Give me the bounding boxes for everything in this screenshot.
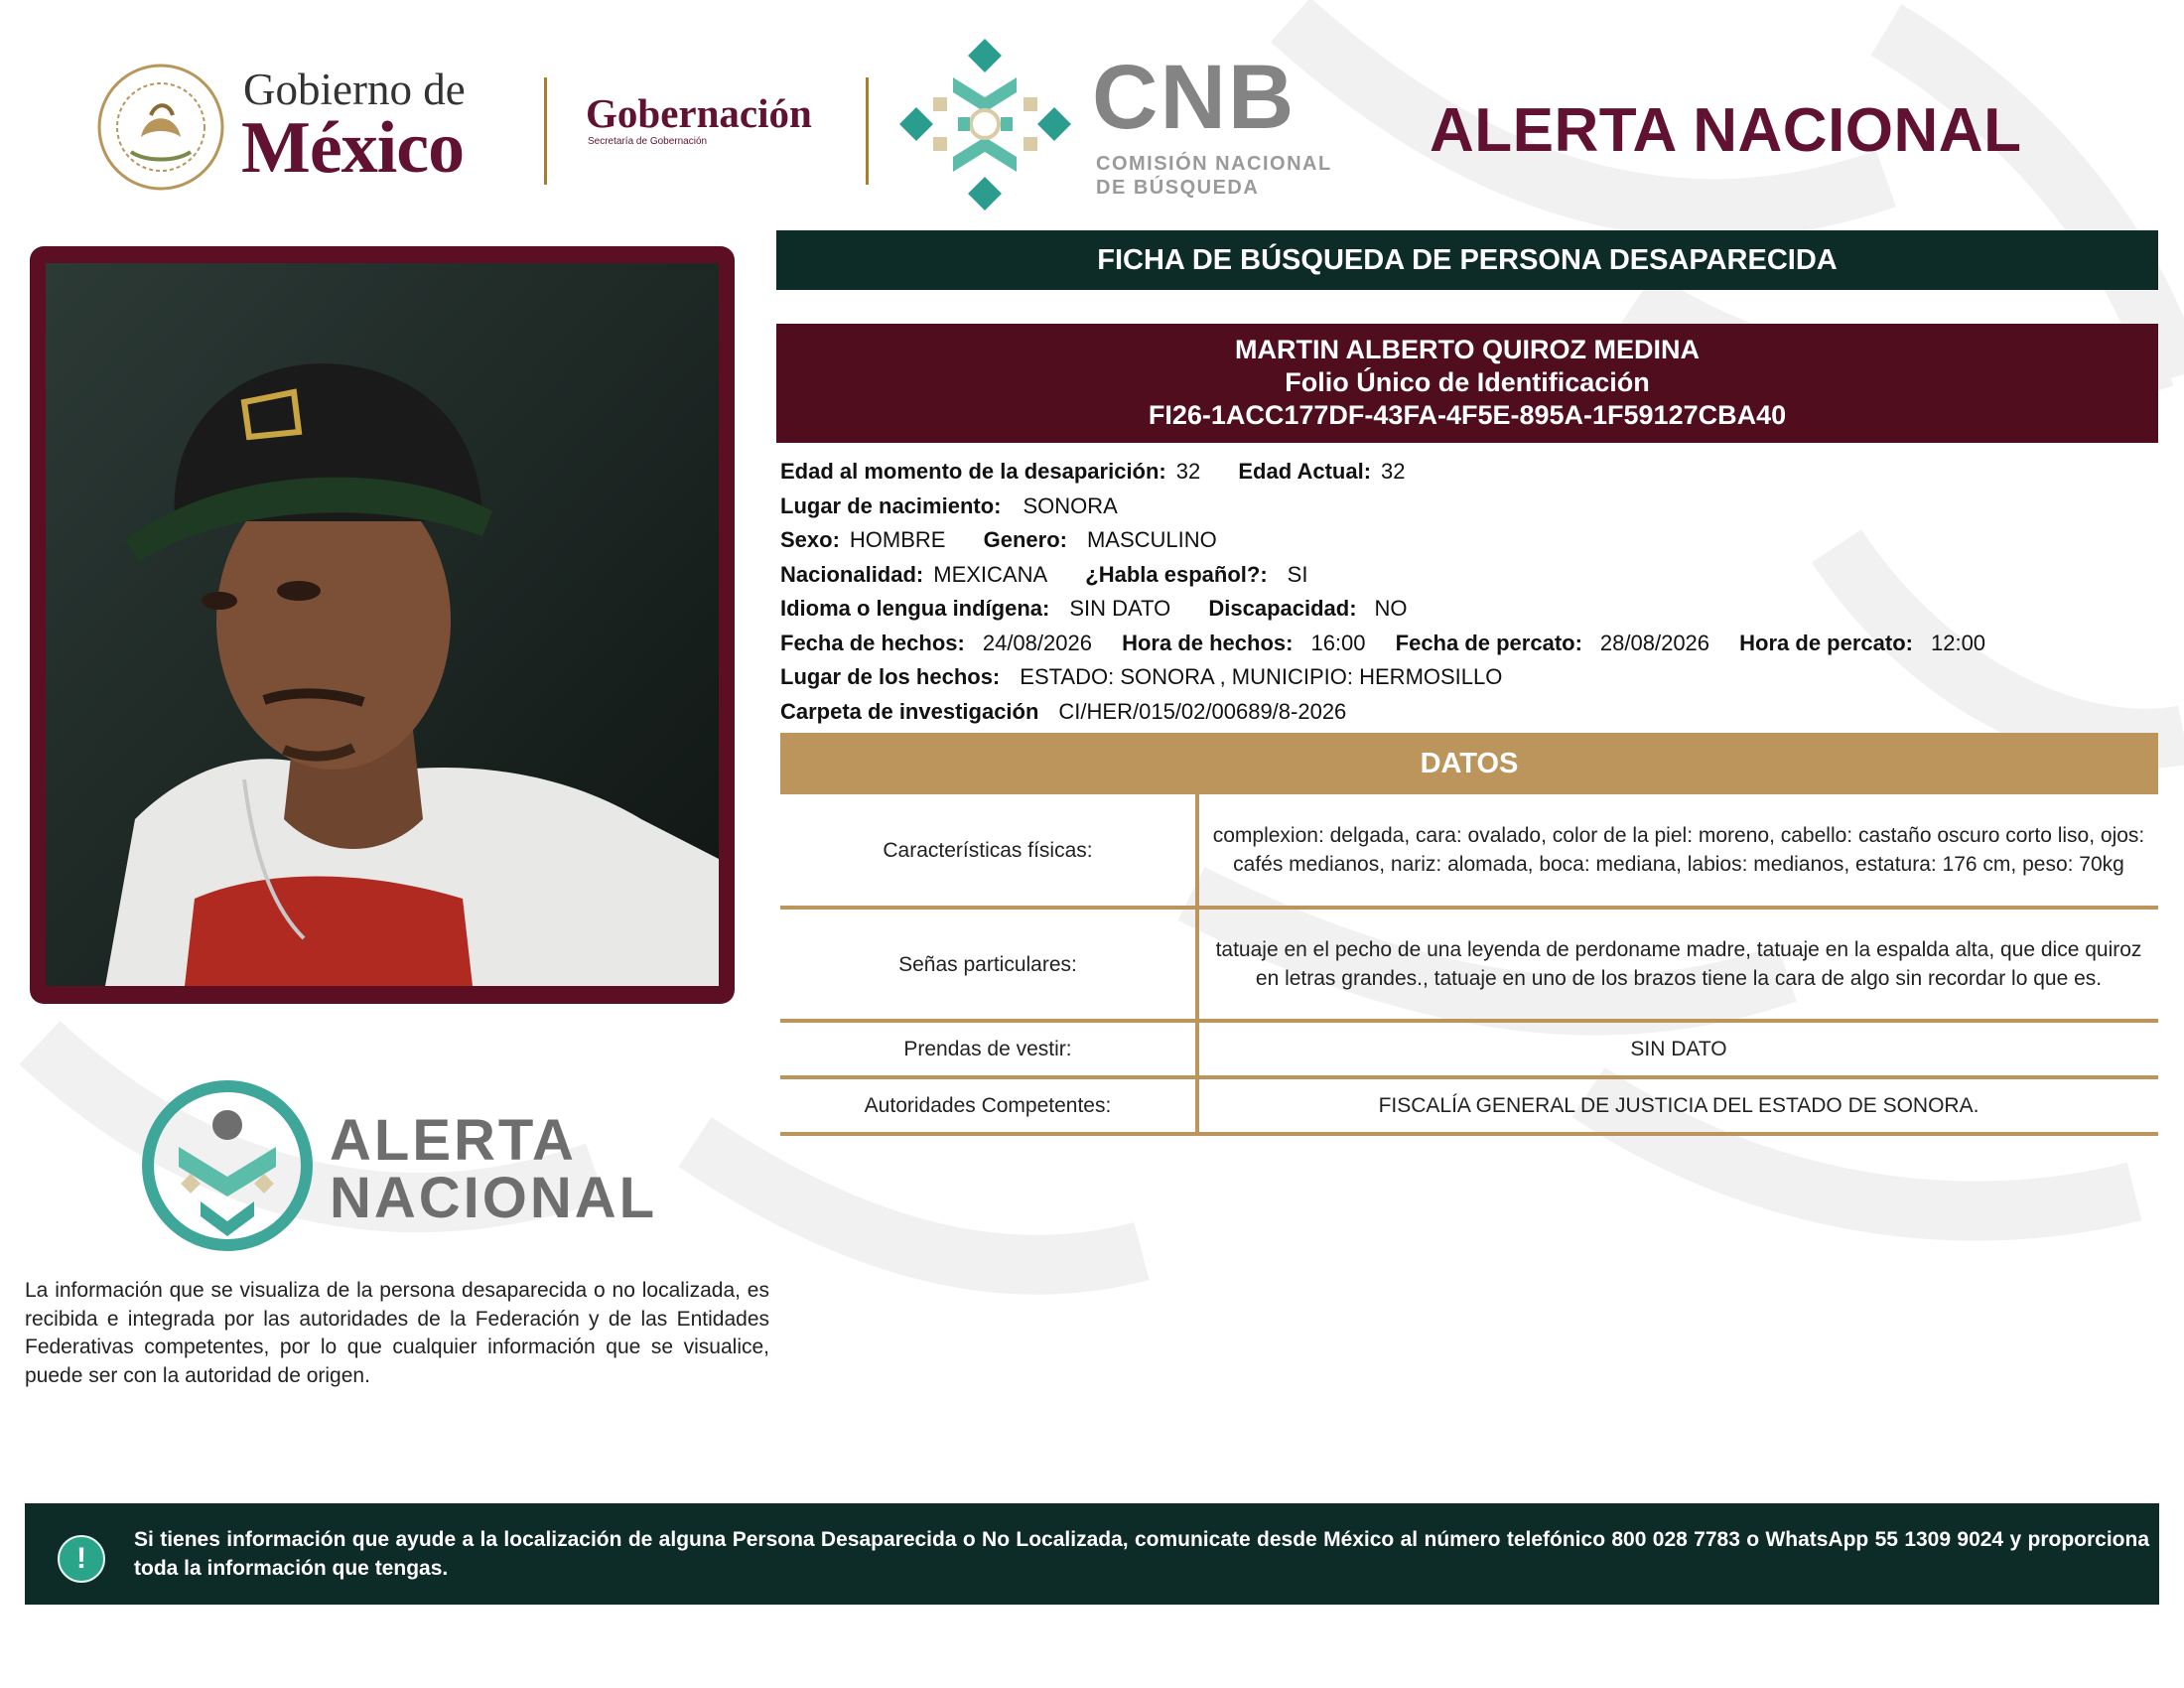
mexico-seal-icon: [91, 58, 230, 197]
edad-actual-value: 32: [1381, 459, 1406, 484]
field-row-lugar: [780, 660, 2017, 695]
carpeta-label: Carpeta de investigación: [780, 698, 1039, 724]
lugar-label: Lugar de los hechos:: [780, 664, 1001, 689]
discapacidad-label: Discapacidad:: [1208, 596, 1357, 621]
field-row-carpeta: [780, 695, 2017, 730]
gobierno-line1: Gobierno de: [243, 65, 466, 114]
field-row-fechas: [780, 627, 2017, 661]
fecha-hechos-label: Fecha de hechos:: [780, 630, 965, 655]
hora-hechos-label: Hora de hechos:: [1122, 630, 1294, 655]
table-row: [780, 1021, 2158, 1077]
datos-value: complexion: delgada, cara: ovalado, color de la piel: moreno, cabello: castaño oscuro corto liso, ojos: cafés medianos, nariz: alomada, boca: mediana, labios: medianos, estatura: 176 cm, peso: 70kg: [1197, 794, 2158, 908]
datos-title: DATOS: [780, 733, 2158, 794]
datos-value: FISCALÍA GENERAL DE JUSTICIA DEL ESTADO DE SONORA.: [1197, 1077, 2158, 1134]
fecha-hechos-value: 24/08/2026: [982, 630, 1092, 655]
ficha-title: FICHA DE BÚSQUEDA DE PERSONA DESAPARECIDA: [776, 230, 2158, 290]
field-row-nacionalidad: [780, 558, 2017, 593]
alerta-logo-line1: ALERTA: [330, 1108, 577, 1173]
carpeta-value: CI/HER/015/02/00689/8-2026: [1058, 698, 1347, 724]
cnb-subtitle-line1: COMISIÓN NACIONAL: [1096, 153, 1332, 175]
fecha-percato-label: Fecha de percato:: [1395, 630, 1582, 655]
nacionalidad-value: MEXICANA: [933, 561, 1048, 587]
table-row: [780, 794, 2158, 908]
folio-value: FI26-1ACC177DF-43FA-4F5E-895A-1F59127CBA40: [1148, 400, 1787, 430]
alerta-nacional-logo-icon: [139, 1077, 316, 1254]
disclaimer-text: La información que se visualiza de la persona desaparecida o no localizada, es recibida e integrada por las autoridades de la Federación y de las Entidades Federativas competentes, por lo que cualquier información que se visualice, puede ser con la autoridad de origen.: [25, 1279, 769, 1387]
idioma-value: SIN DATO: [1069, 596, 1171, 621]
folio-label: Folio Único de Identificación: [1285, 367, 1650, 397]
person-header: [776, 324, 2158, 443]
hora-percato-label: Hora de percato:: [1739, 630, 1913, 655]
alerta-logo-line2: NACIONAL: [330, 1166, 658, 1230]
person-name: MARTIN ALBERTO QUIROZ MEDINA: [1235, 335, 1700, 364]
hora-hechos-value: 16:00: [1310, 630, 1366, 655]
cnb-subtitle-line2: DE BÚSQUEDA: [1096, 177, 1260, 199]
secretaria-text: Secretaría de Gobernación: [588, 136, 708, 147]
datos-table: [780, 794, 2158, 1136]
datos-label: Características físicas:: [780, 794, 1197, 908]
sexo-label: Sexo:: [780, 527, 840, 552]
edad-desap-label: Edad al momento de la desaparición:: [780, 459, 1166, 484]
fecha-percato-value: 28/08/2026: [1599, 630, 1710, 655]
hora-percato-value: 12:00: [1930, 630, 1986, 655]
datos-label: Señas particulares:: [780, 908, 1197, 1021]
edad-actual-label: Edad Actual:: [1238, 459, 1372, 484]
nacimiento-value: SONORA: [1023, 492, 1118, 518]
header-divider: [544, 77, 547, 185]
idioma-label: Idioma o lengua indígena:: [780, 596, 1050, 621]
alerta-nacional-logo-text: [330, 1108, 658, 1230]
genero-label: Genero:: [983, 527, 1067, 552]
datos-label: Autoridades Competentes:: [780, 1077, 1197, 1134]
field-row-idioma: [780, 592, 2017, 627]
alerta-nacional-title: ALERTA NACIONAL: [1430, 96, 2022, 165]
genero-value: MASCULINO: [1086, 527, 1217, 552]
edad-desap-value: 32: [1175, 459, 1201, 484]
discapacidad-value: NO: [1374, 596, 1408, 621]
datos-value: tatuaje en el pecho de una leyenda de perdoname madre, tatuaje en la espalda alta, que dice quiroz en letras grandes., tatuaje en uno de los brazos tiene la cara de algo sin recordar lo que es.: [1197, 908, 2158, 1021]
table-row: [780, 908, 2158, 1021]
espanol-value: SI: [1287, 561, 1308, 587]
sexo-value: HOMBRE: [849, 527, 946, 552]
footer-text: Si tienes información que ayude a la localización de alguna Persona Desaparecida o No Localizada, comunicate desde México al número telefónico 800 028 7783 o WhatsApp 55 1309 9024 y proporciona toda la información que tengas.: [134, 1528, 2149, 1580]
datos-value: SIN DATO: [1197, 1021, 2158, 1077]
nacionalidad-label: Nacionalidad:: [780, 561, 924, 587]
table-row: [780, 1077, 2158, 1134]
espanol-label: ¿Habla español?:: [1085, 561, 1268, 587]
field-row-edad: [780, 455, 2017, 490]
exclamation-icon: !: [58, 1535, 105, 1583]
field-row-sexo: [780, 523, 2017, 558]
gobierno-line2: México: [241, 107, 465, 189]
person-fields: [780, 455, 2017, 729]
cnb-logo-text: CNB: [1092, 47, 1297, 148]
nacimiento-label: Lugar de nacimiento:: [780, 492, 1002, 518]
datos-label: Prendas de vestir:: [780, 1021, 1197, 1077]
field-row-nacimiento: [780, 490, 2017, 524]
cnb-subtitle: [1096, 152, 1332, 200]
cnb-logo-icon: [898, 38, 1072, 211]
header-divider-2: [866, 77, 869, 185]
lugar-value: ESTADO: SONORA , MUNICIPIO: HERMOSILLO: [1020, 664, 1503, 689]
person-photo: [46, 263, 719, 986]
gobernacion-logo-text: Gobernación: [586, 90, 812, 136]
